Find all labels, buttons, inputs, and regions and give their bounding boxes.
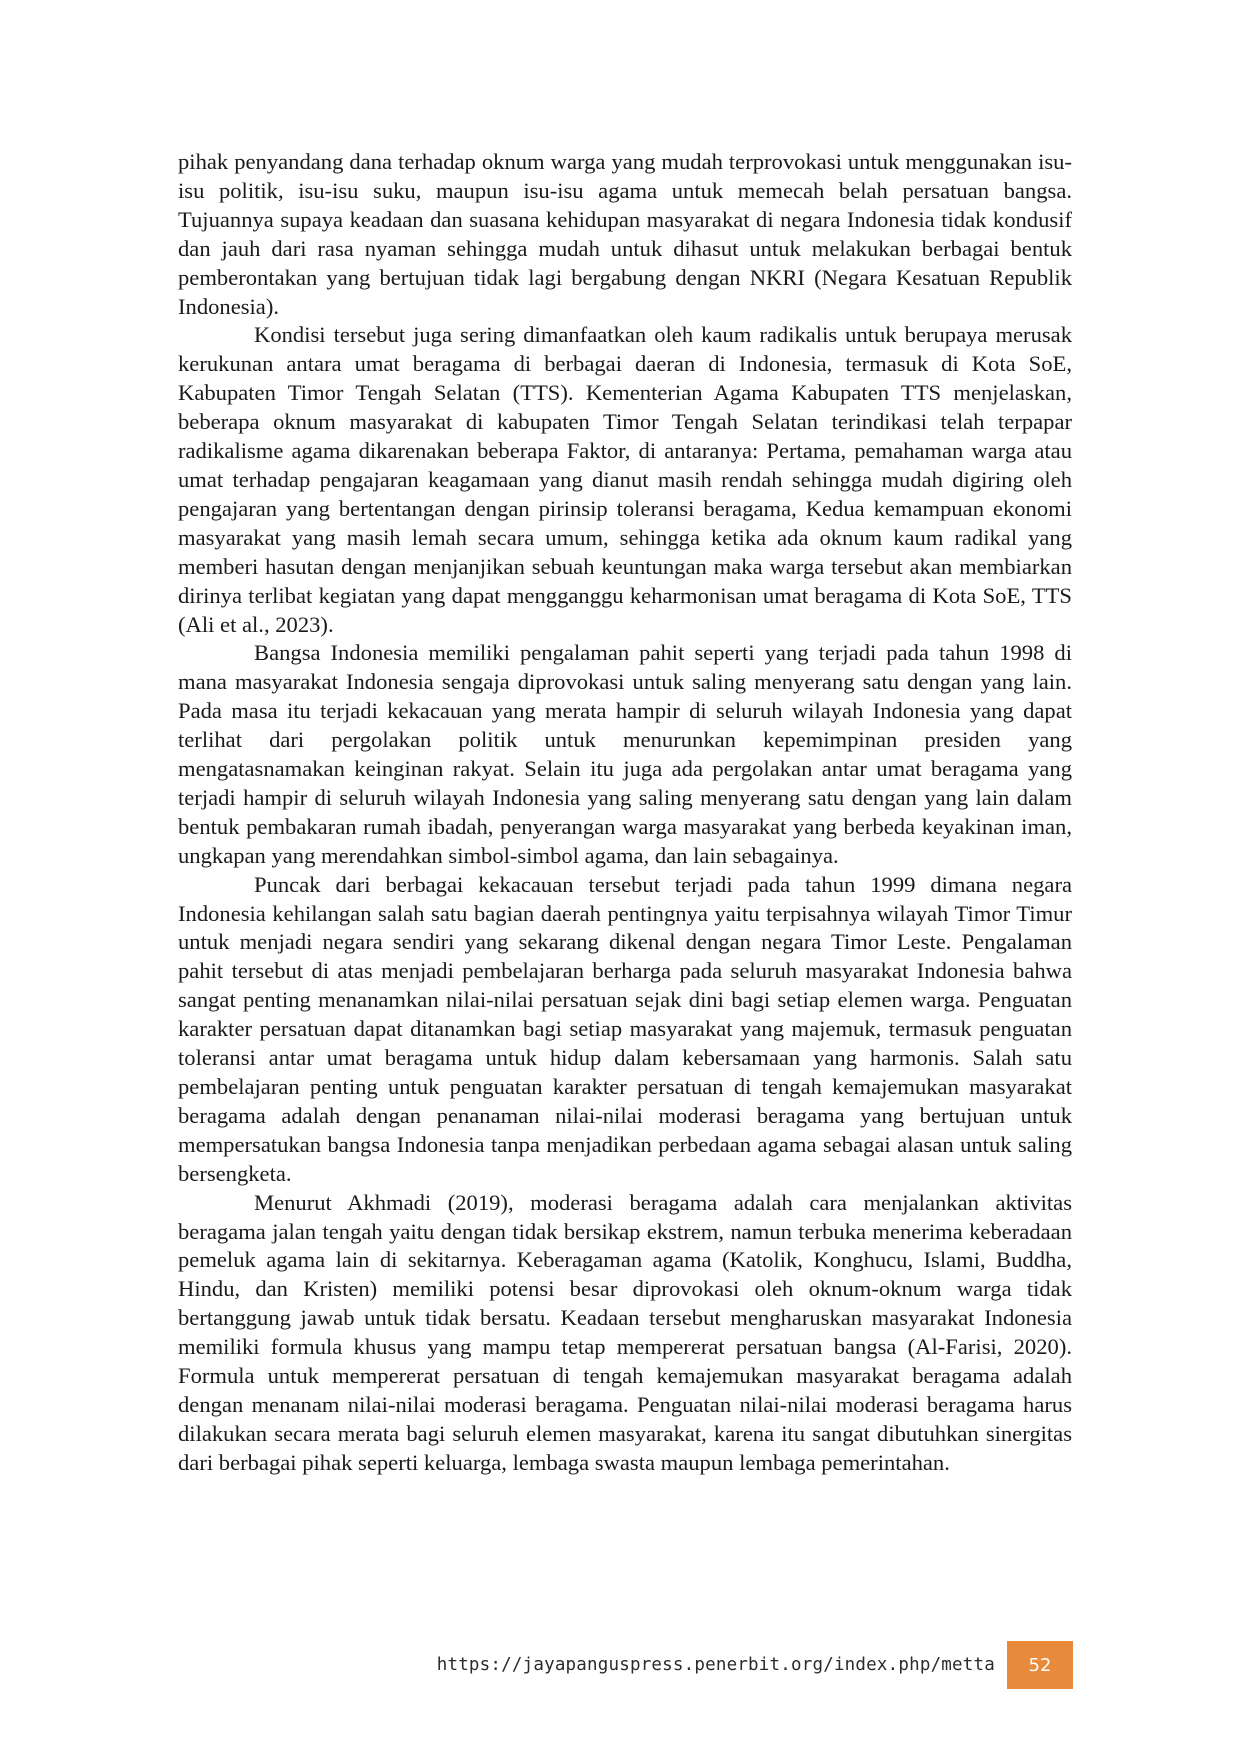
body-text [178,148,1072,1478]
paragraph-menurut-akhmadi: Menurut Akhmadi (2019), moderasi beragama adalah cara menjalankan aktivitas beragama jalan tengah yaitu dengan tidak bersikap ekstrem, namun terbuka menerima keberadaan pemeluk agama lain di sekitarnya. Keberagaman agama (Katolik, Konghucu, Islami, Buddha, Hindu, dan Kristen) memiliki potensi besar diprovokasi oleh oknum-oknum warga tidak bertanggung jawab untuk tidak bersatu. Keadaan tersebut mengharuskan masyarakat Indonesia memiliki formula khusus yang mampu tetap mempererat persatuan bangsa (Al-Farisi, 2020). Formula untuk mempererat persatuan di tengah kemajemukan masyarakat beragama adalah dengan menanam nilai-nilai moderasi beragama. Penguatan nilai-nilai moderasi beragama harus dilakukan secara merata bagi seluruh elemen masyarakat, karena itu sangat dibutuhkan sinergitas dari berbagai pihak seperti keluarga, lembaga swasta maupun lembaga pemerintahan. [178,1189,1072,1475]
paragraph-kondisi: Kondisi tersebut juga sering dimanfaatkan oleh kaum radikalis untuk berupaya merusak kerukunan antara umat beragama di berbagai daeran di Indonesia, termasuk di Kota SoE, Kabupaten Timor Tengah Selatan (TTS). Kementerian Agama Kabupaten TTS menjelaskan, beberapa oknum masyarakat di kabupaten Timor Tengah Selatan terindikasi telah terpapar radikalisme agama dikarenakan beberapa Faktor, di antaranya: Pertama, pemahaman warga atau umat terhadap pengajaran keagamaan yang dianut masih rendah sehingga mudah digiring oleh pengajaran yang bertentangan dengan pirinsip toleransi beragama, Kedua kemampuan ekonomi masyarakat yang masih lemah secara umum, sehingga ketika ada oknum kaum radikal yang memberi hasutan dengan menjanjikan sebuah keuntungan maka warga tersebut akan membiarkan dirinya terlibat kegiatan yang dapat mengganggu keharmonisan umat beragama di Kota SoE, TTS (Ali et al., 2023). [178,322,1072,637]
paragraph-bangsa-indonesia: Bangsa Indonesia memiliki pengalaman pahit seperti yang terjadi pada tahun 1998 di mana masyarakat Indonesia sengaja diprovokasi untuk saling menyerang satu dengan yang lain. Pada masa itu terjadi kekacauan yang merata hampir di seluruh wilayah Indonesia yang dapat terlihat dari pergolakan politik untuk menurunkan kepemimpinan presiden yang mengatasnamakan keinginan rakyat. Selain itu juga ada pergolakan antar umat beragama yang terjadi hampir di seluruh wilayah Indonesia yang saling menyerang satu dengan yang lain dalam bentuk pembakaran rumah ibadah, penyerangan warga masyarakat yang berbeda keyakinan iman, ungkapan yang merendahkan simbol-simbol agama, dan lain sebagainya. [178,640,1072,868]
page-number: 52 [1028,1654,1052,1676]
paragraph-puncak: Puncak dari berbagai kekacauan tersebut terjadi pada tahun 1999 dimana negara Indonesia kehilangan salah satu bagian daerah pentingnya yaitu terpisahnya wilayah Timor Timur untuk menjadi negara sendiri yang sekarang dikenal dengan negara Timor Leste. Pengalaman pahit tersebut di atas menjadi pembelajaran berharga pada seluruh masyarakat Indonesia bahwa sangat penting menanamkan nilai-nilai persatuan sejak dini bagi setiap elemen warga. Penguatan karakter persatuan dapat ditanamkan bagi setiap masyarakat yang majemuk, termasuk penguatan toleransi antar umat beragama untuk hidup dalam kebersamaan yang harmonis. Salah satu pembelajaran penting untuk penguatan karakter persatuan di tengah kemajemukan masyarakat beragama adalah dengan penanaman nilai-nilai moderasi beragama yang bertujuan untuk mempersatukan bangsa Indonesia tanpa menjadikan perbedaan agama sebagai alasan untuk saling bersengketa. [178,871,1072,1186]
page-number-badge [1007,1641,1073,1689]
page-footer [437,1641,1073,1689]
paragraph-continuation: pihak penyandang dana terhadap oknum warga yang mudah terprovokasi untuk menggunakan isu-isu politik, isu-isu suku, maupun isu-isu agama untuk memecah belah persatuan bangsa. Tujuannya supaya keadaan dan suasana kehidupan masyarakat di negara Indonesia tidak kondusif dan jauh dari rasa nyaman sehingga mudah untuk dihasut untuk melakukan berbagai bentuk pemberontakan yang bertujuan tidak lagi bergabung dengan NKRI (Negara Kesatuan Republik Indonesia). [178,149,1072,319]
journal-url-link[interactable]: https://jayapanguspress.penerbit.org/index.php/metta [436,1655,995,1675]
